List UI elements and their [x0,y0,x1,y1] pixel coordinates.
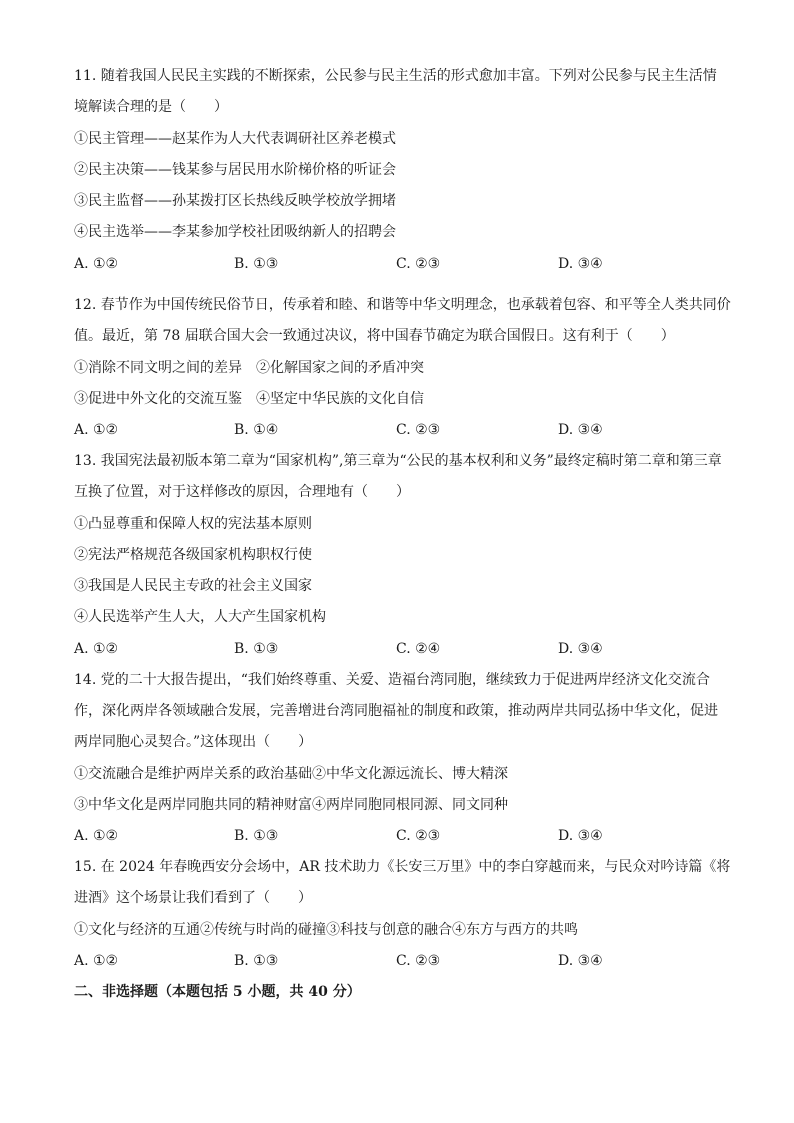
q14-option-b[interactable]: B. ①③ [234,828,279,844]
q14-option-a[interactable]: A. ①② [74,828,119,844]
q15-option-a[interactable]: A. ①② [74,953,119,969]
q13-option-c[interactable]: C. ②④ [396,641,441,657]
q11-stem-line-1: 11. 随着我国人民民主实践的不断探索，公民参与民主生活的形式愈加丰富。下列对公民参与民主生活情 [74,68,717,84]
q14-stem-line-1: 14. 党的二十大报告提出，“我们始终尊重、关爱、造福台湾同胞，继续致力于促进两岸经济文化交流合 [74,672,710,688]
q14-option-d[interactable]: D. ③④ [558,828,603,844]
q11-option-b[interactable]: B. ①③ [234,256,279,272]
q11-item-1: ①民主管理——赵某作为人大代表调研社区养老模式 [74,131,396,147]
q15-item-1: ①文化与经济的互通②传统与时尚的碰撞③科技与创意的融合④东方与西方的共鸣 [74,922,578,938]
q14-item-1: ①交流融合是维护两岸关系的政治基础②中华文化源远流长、博大精深 [74,766,508,782]
q15-stem-line-1: 15. 在 2024 年春晚西安分会场中，AR 技术助力《长安三万里》中的李白穿越而来，与民众对吟诗篇《将 [74,859,731,875]
q11-item-4: ④民主选举——李某参加学校社团吸纳新人的招聘会 [74,224,396,240]
q12-option-d[interactable]: D. ③④ [558,422,603,438]
q13-options [74,639,724,659]
q12-item-1: ①消除不同文明之间的差异 ②化解国家之间的矛盾冲突 [74,360,424,376]
q12-option-a[interactable]: A. ①② [74,422,119,438]
q12-item-2: ③促进中外文化的交流互鉴 ④坚定中华民族的文化自信 [74,391,424,407]
q11-option-c[interactable]: C. ②③ [396,256,441,272]
q11-option-d[interactable]: D. ③④ [558,256,603,272]
q12-option-b[interactable]: B. ①④ [234,422,279,438]
q13-item-1: ①凸显尊重和保障人权的宪法基本原则 [74,516,312,532]
q11-stem-line-2: 境解读合理的是（ ） [74,99,228,115]
q13-item-3: ③我国是人民民主专政的社会主义国家 [74,578,312,594]
q14-stem-line-2: 作，深化两岸各领域融合发展，完善增进台湾同胞福祉的制度和政策，推动两岸共同弘扬中华文化，促进 [74,703,718,719]
q12-option-c[interactable]: C. ②③ [396,422,441,438]
q13-item-4: ④人民选举产生人大，人大产生国家机构 [74,609,326,625]
q15-option-c[interactable]: C. ②③ [396,953,441,969]
q13-option-a[interactable]: A. ①② [74,641,119,657]
q13-item-2: ②宪法严格规范各级国家机构职权行使 [74,547,312,563]
q14-option-c[interactable]: C. ②③ [396,828,441,844]
q14-item-2: ③中华文化是两岸同胞共同的精神财富④两岸同胞同根同源、同文同种 [74,797,508,813]
q11-item-2: ②民主决策——钱某参与居民用水阶梯价格的听证会 [74,162,396,178]
q13-stem-line-1: 13. 我国宪法最初版本第二章为“国家机构”,第三章为“公民的基本权利和义务”最终定稿时第二章和第三章 [74,453,722,469]
q13-option-d[interactable]: D. ③④ [558,641,603,657]
q15-option-b[interactable]: B. ①③ [234,953,279,969]
q11-option-a[interactable]: A. ①② [74,256,119,272]
q12-stem-line-1: 12. 春节作为中国传统民俗节日，传承着和睦、和谐等中华文明理念，也承载着包容、和平等全人类共同价 [74,297,731,313]
q12-options [74,420,724,440]
q13-stem-line-2: 互换了位置，对于这样修改的原因，合理地有（ ） [74,484,410,500]
section-heading: 二、非选择题（本题包括 5 小题，共 40 分） [74,984,361,1000]
q14-stem-line-3: 两岸同胞心灵契合。”这体现出（ ） [74,734,313,750]
q15-stem-line-2: 进酒》这个场景让我们看到了（ ） [74,890,312,906]
q15-options [74,951,724,971]
q13-option-b[interactable]: B. ①③ [234,641,279,657]
q15-option-d[interactable]: D. ③④ [558,953,603,969]
q11-item-3: ③民主监督——孙某拨打区长热线反映学校放学拥堵 [74,193,396,209]
q11-options [74,254,724,274]
q12-stem-line-2: 值。最近，第 78 届联合国大会一致通过决议，将中国春节确定为联合国假日。这有利于（ ） [74,328,675,344]
q14-options [74,826,724,846]
